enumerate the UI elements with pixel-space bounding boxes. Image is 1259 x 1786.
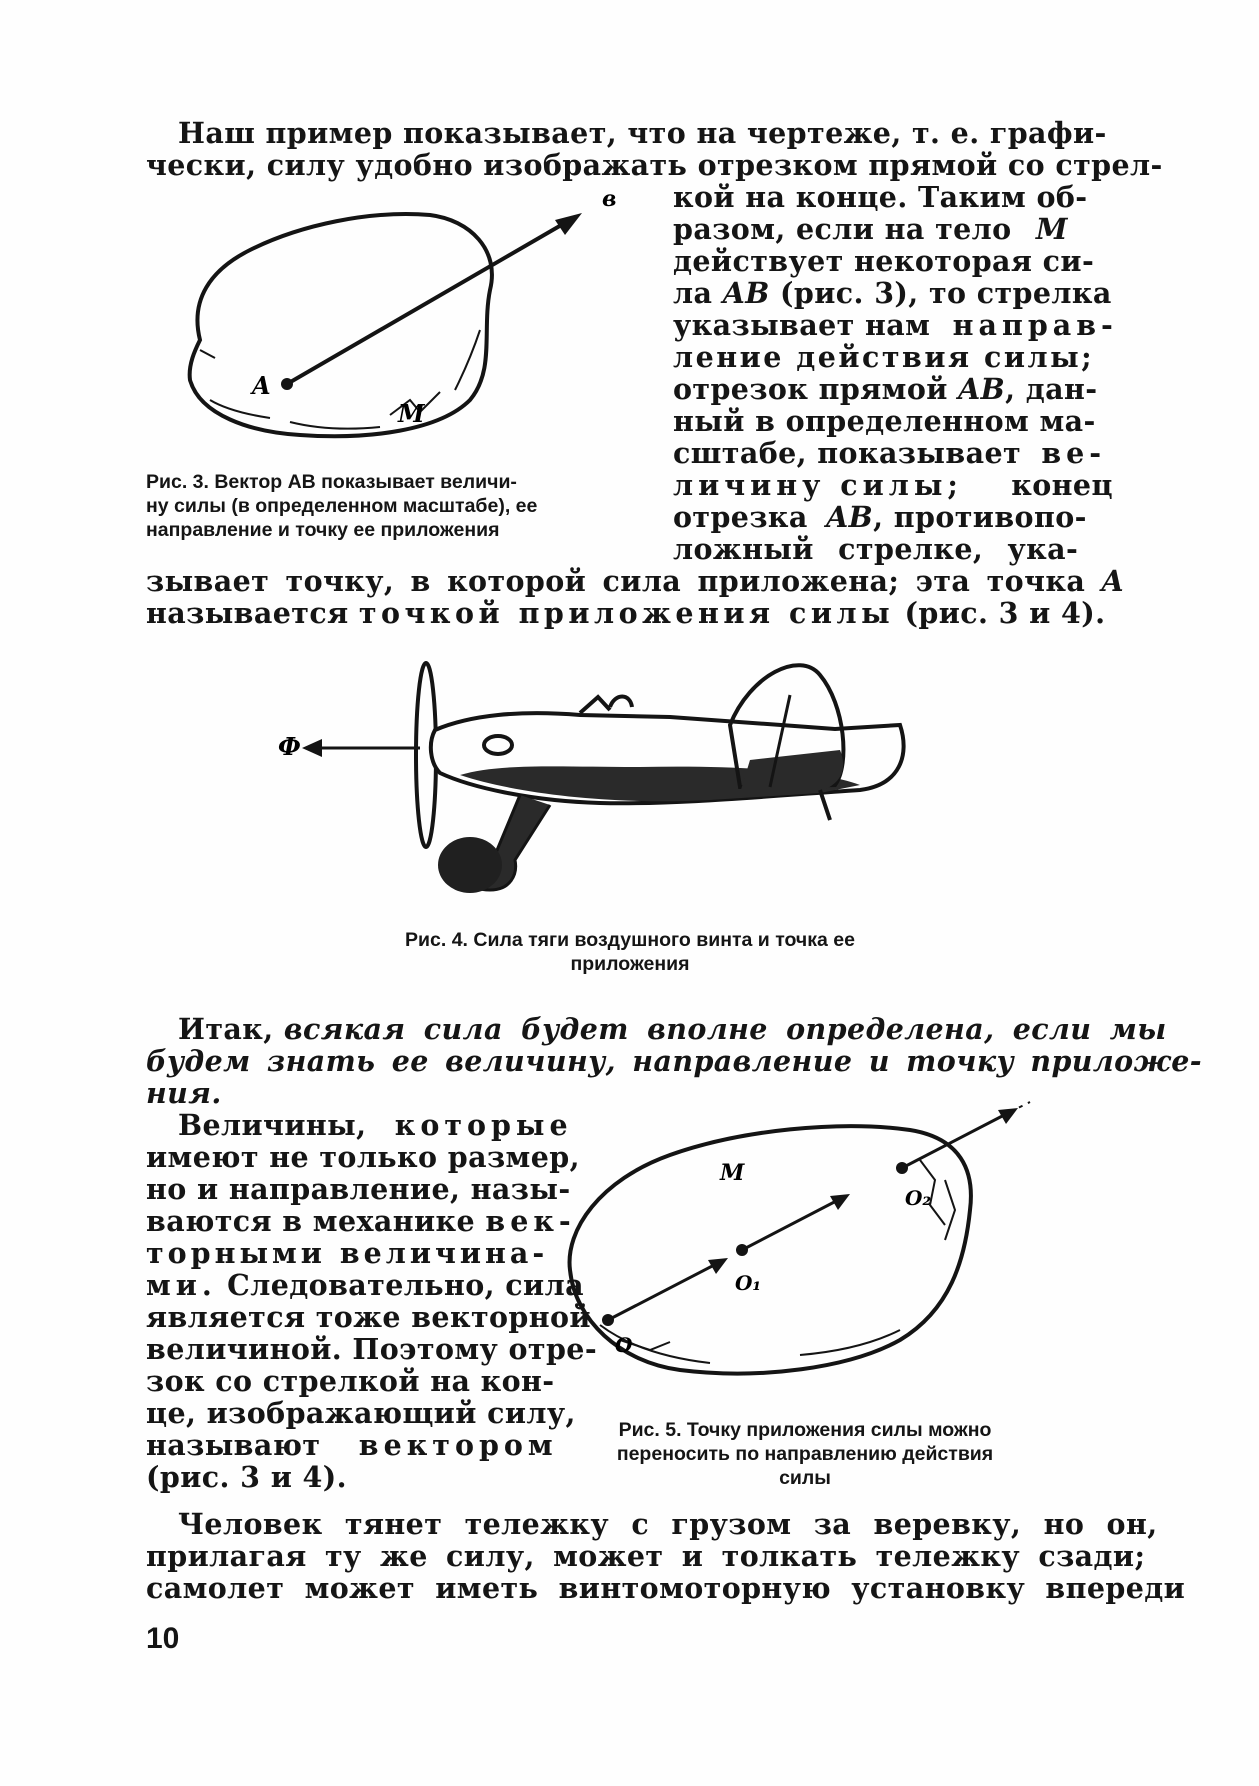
p1-line-6-rest: (рис. 3), то стрелка (780, 276, 1112, 310)
p1-line-16-spaced: точкой приложения силы (358, 596, 895, 630)
p1-line-7 (673, 309, 1118, 341)
p3-line-10: це, изображающий силу, (146, 1396, 576, 1430)
var-ab-3: AB (826, 500, 874, 534)
wheel (438, 837, 502, 893)
figure-4 (260, 655, 940, 900)
point-o (602, 1314, 614, 1326)
p1-line-6-text: ла (673, 276, 713, 310)
p1-line-10: ный в определенном ма- (673, 404, 1096, 438)
p3-line-7: является тоже векторной (146, 1300, 591, 1334)
label-b: в (602, 190, 617, 212)
p2-italic-1: всякая сила будет вполне определена, если мы (283, 1012, 1167, 1046)
p1-line-11 (673, 437, 1106, 469)
fig5-caption-2: переносить по направлению действия (616, 1443, 994, 1465)
fig3-caption-2: ну силы (в определенном масштабе), ее (146, 495, 538, 517)
p3-line-1-text: Величины, (178, 1108, 367, 1142)
p3-line-11-text: называют (146, 1428, 321, 1462)
p3-line-1 (178, 1109, 573, 1141)
label-m: M (398, 399, 425, 428)
p3-line-2: имеют не только размер, (146, 1140, 580, 1174)
p1-line-3: кой на конце. Таким об- (673, 180, 1088, 214)
p1-line-13-rest: , противопо- (873, 500, 1087, 534)
p4-line-3: самолет может иметь винтомоторную установку впереди (146, 1571, 1186, 1605)
point-o2 (896, 1162, 908, 1174)
body-shading (600, 1160, 955, 1363)
stone-outline (190, 214, 492, 436)
p3-line-12: (рис. 3 и 4). (146, 1460, 347, 1494)
point-o1 (736, 1244, 748, 1256)
p3-line-1-spaced: которые (394, 1108, 573, 1142)
p3-line-6-text: Следовательно, сила (227, 1268, 584, 1302)
fig3-caption-3: направление и точку ее приложения (146, 519, 500, 541)
figure-5 (560, 1100, 1040, 1400)
tail-wheel (820, 790, 830, 820)
p1-line-1: Наш пример показывает, что на чертеже, т. е. графи- (178, 116, 1107, 150)
p1-line-4-text: разом, если на тело (673, 212, 1012, 246)
figure-3 (170, 190, 640, 450)
p1-line-8: ление действия силы; (673, 340, 1095, 374)
label-a: A (252, 371, 271, 400)
p1-line-9-rest: , дан- (1005, 372, 1098, 406)
fig4-caption-2: приложения (570, 953, 690, 975)
label-o2: O₂ (905, 1186, 932, 1210)
cockpit (580, 697, 632, 714)
line-of-action-ext (1010, 1102, 1030, 1112)
fig4-caption-1: Рис. 4. Сила тяги воздушного винта и точка ее (405, 929, 855, 951)
label-f: Ф (278, 732, 301, 761)
var-m: M (1035, 212, 1068, 246)
p1-line-14: ложный стрелке, ука- (673, 532, 1079, 566)
p1-line-7-text: указывает нам (673, 308, 931, 342)
p1-line-12-text: конец (1011, 468, 1113, 502)
p1-line-16 (146, 597, 1105, 629)
vector-o (608, 1262, 720, 1320)
p3-line-5: торными величина- (146, 1236, 549, 1270)
p1-line-5: действует некоторая си- (673, 244, 1095, 278)
p1-line-12 (673, 469, 1113, 501)
thrust-arrowhead (302, 739, 322, 757)
p1-line-12-spaced: личину силы; (673, 468, 963, 502)
p1-line-11-spaced: ве- (1041, 436, 1107, 470)
vector-o1 (742, 1198, 842, 1250)
p3-line-11-spaced: вектором (358, 1428, 558, 1462)
p2-lead: Итак, (178, 1012, 274, 1046)
fig3-caption-1: Рис. 3. Вектор АВ показывает величи- (146, 471, 517, 493)
p1-line-4 (673, 213, 1068, 245)
p3-line-8: величиной. Поэтому отре- (146, 1332, 598, 1366)
p2-line-3: ния. (146, 1076, 222, 1110)
p1-line-9 (673, 373, 1098, 405)
var-a: A (1101, 564, 1125, 598)
vector-o2 (902, 1112, 1010, 1168)
p1-line-16-text: называется (146, 596, 349, 630)
page-number: 10 (146, 1622, 180, 1655)
p1-line-2: чески, силу удобно изображать отрезком прямой со стрел- (146, 148, 1163, 182)
vector-ab (287, 220, 570, 384)
p1-line-9-text: отрезок прямой (673, 372, 948, 406)
arrowhead-b (555, 213, 582, 235)
p1-line-7-spaced: направ- (952, 308, 1118, 342)
p1-line-11-text: сштабе, показывает (673, 436, 1022, 470)
fig5-caption-3: силы (779, 1467, 831, 1489)
p2-line-2: будем знать ее величину, направление и точку приложе- (146, 1044, 1202, 1078)
p3-line-4 (146, 1205, 576, 1237)
p1-line-13-text: отрезка (673, 500, 808, 534)
p1-line-15 (146, 565, 1124, 597)
p2-line-1 (178, 1013, 1167, 1045)
point-a (281, 378, 293, 390)
stone-shading (200, 330, 480, 429)
engine-port (484, 736, 512, 754)
label-o1: O₁ (735, 1271, 762, 1295)
p3-line-4-text: ваются в механике (146, 1204, 476, 1238)
label-o: O (615, 1333, 633, 1357)
p1-line-16-rest: (рис. 3 и 4). (904, 596, 1106, 630)
label-m-fig5: M (720, 1160, 745, 1186)
p4-line-2: прилагая ту же силу, может и толкать тележку сзади; (146, 1539, 1146, 1573)
p3-line-9: зок со стрелкой на кон- (146, 1364, 555, 1398)
p4-line-1: Человек тянет тележку с грузом за веревку, но он, (178, 1507, 1158, 1541)
p3-line-6-spaced: ми. (146, 1268, 217, 1302)
p3-line-11 (146, 1429, 558, 1461)
p1-line-13 (673, 501, 1087, 533)
p1-line-6 (673, 277, 1112, 309)
p3-line-3: но и направление, назы- (146, 1172, 571, 1206)
fig5-caption-1: Рис. 5. Точку приложения силы можно (618, 1419, 992, 1441)
var-ab-1: AB (722, 276, 770, 310)
p1-line-15-text: зывает точку, в которой сила приложена; эта точка (146, 564, 1086, 598)
p3-line-4-spaced: век- (485, 1204, 576, 1238)
var-ab-2: AB (958, 372, 1006, 406)
p3-line-6 (146, 1269, 584, 1301)
